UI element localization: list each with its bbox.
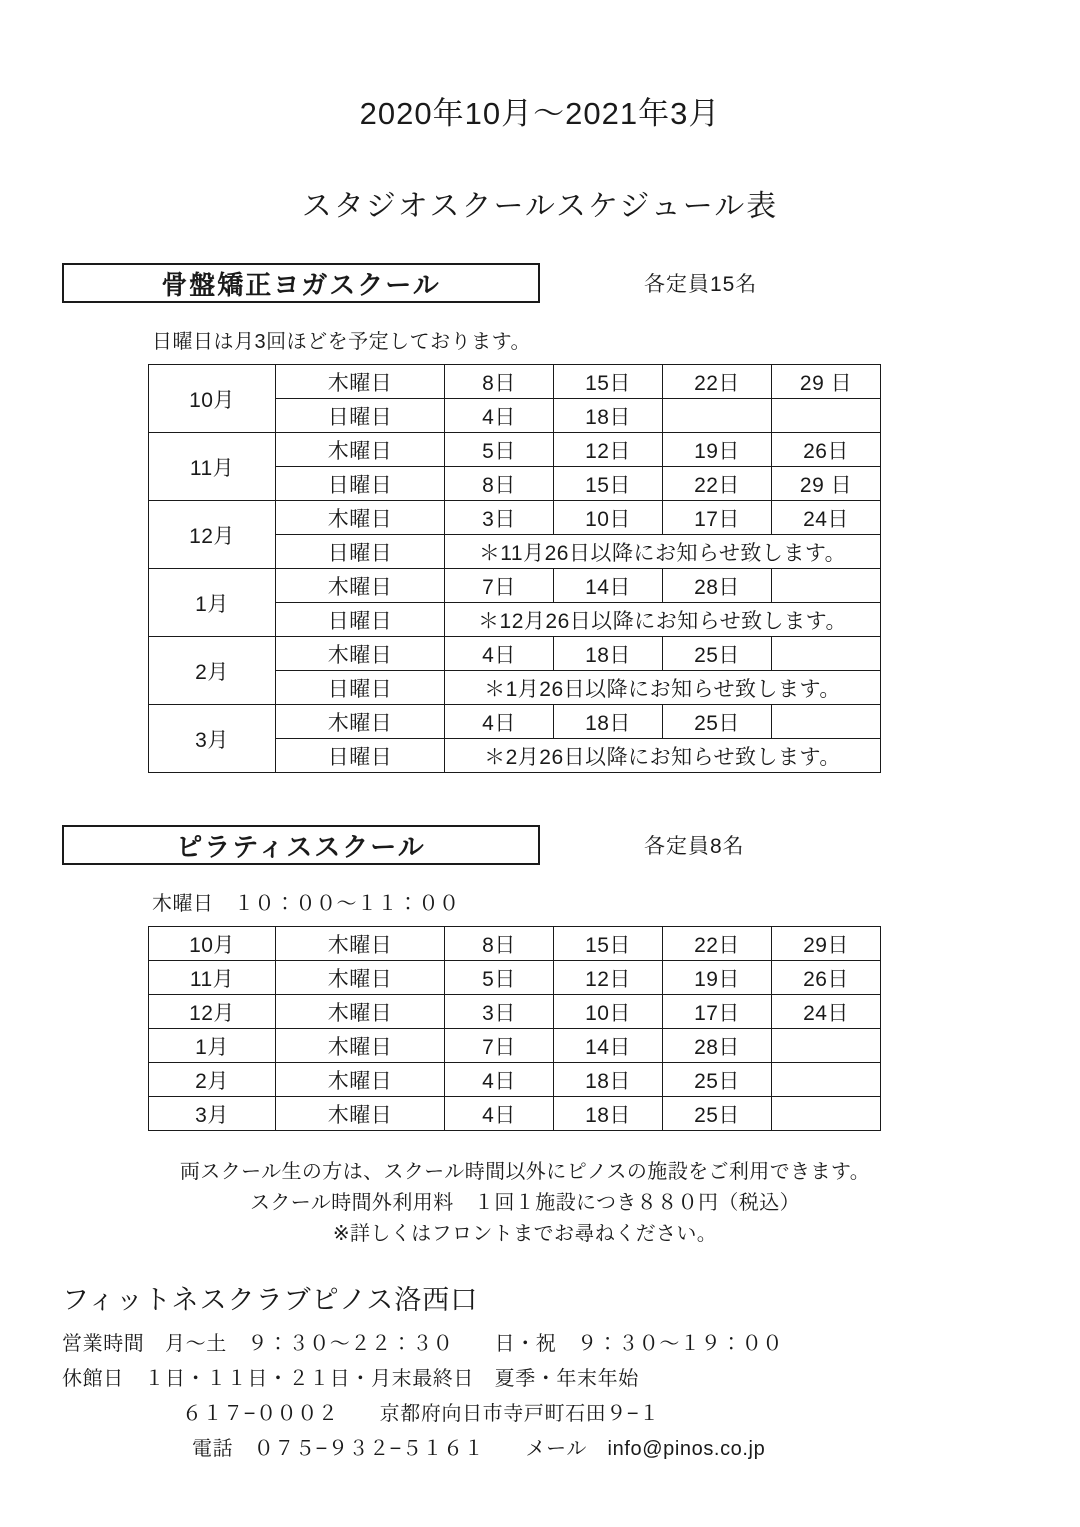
month-cell: 12月 [149, 995, 276, 1029]
usage-note-line: 両スクール生の方は、スクール時間以外にピノスの施設をご利用できます。 [179, 1161, 871, 1183]
weekday-cell: 木曜日 [276, 995, 445, 1029]
date-cell [772, 569, 881, 603]
date-cell: 18日 [554, 1063, 663, 1097]
date-cell: 25日 [663, 1063, 772, 1097]
date-cell: 3日 [445, 501, 554, 535]
table-row [149, 637, 881, 671]
pilates-banner [62, 825, 540, 865]
weekday-cell: 日曜日 [276, 535, 445, 569]
date-cell [772, 1063, 881, 1097]
date-cell: 22日 [663, 927, 772, 961]
table-row [149, 1063, 881, 1097]
date-cell: 24日 [772, 995, 881, 1029]
usage-note-line: スクール時間外利用料 １回１施設につき８８０円（税込） [250, 1192, 800, 1214]
announcement-cell: ＊12月26日以降にお知らせ致します。 [445, 603, 881, 637]
date-cell [663, 399, 772, 433]
date-cell: 26日 [772, 961, 881, 995]
month-cell: 10月 [149, 927, 276, 961]
yoga-banner-label: 骨盤矯正ヨガスクール [161, 269, 441, 300]
date-cell [772, 399, 881, 433]
date-cell: 18日 [554, 637, 663, 671]
date-cell: 12日 [554, 433, 663, 467]
date-cell: 18日 [554, 705, 663, 739]
date-cell: 10日 [554, 995, 663, 1029]
date-cell: 3日 [445, 995, 554, 1029]
date-cell [772, 1029, 881, 1063]
month-cell: 3月 [149, 705, 276, 773]
table-row [149, 995, 881, 1029]
date-cell: 22日 [663, 467, 772, 501]
pilates-capacity: 各定員8名 [644, 835, 745, 858]
month-cell: 1月 [149, 1029, 276, 1063]
date-cell: 17日 [663, 501, 772, 535]
month-cell: 2月 [149, 1063, 276, 1097]
business-hours: 営業時間 月〜土 ９：３０〜２２：３０ 日・祝 ９：３０〜１９：００ [62, 1333, 783, 1355]
month-cell: 2月 [149, 637, 276, 705]
weekday-cell: 木曜日 [276, 927, 445, 961]
yoga-capacity: 各定員15名 [644, 273, 758, 296]
month-cell: 10月 [149, 365, 276, 433]
usage-notes [0, 1157, 1080, 1250]
table-row [149, 927, 881, 961]
date-cell: 29日 [772, 927, 881, 961]
month-cell: 3月 [149, 1097, 276, 1131]
date-cell: 24日 [772, 501, 881, 535]
date-cell: 28日 [663, 569, 772, 603]
pilates-banner-label: ピラティススクール [176, 831, 426, 862]
weekday-cell: 日曜日 [276, 671, 445, 705]
date-cell: 4日 [445, 399, 554, 433]
date-cell: 7日 [445, 569, 554, 603]
date-cell: 4日 [445, 705, 554, 739]
yoga-section-header [0, 263, 1080, 303]
usage-note-line: ※詳しくはフロントまでお尋ねください。 [332, 1223, 718, 1245]
date-cell: 10日 [554, 501, 663, 535]
date-cell: 14日 [554, 569, 663, 603]
date-cell: 19日 [663, 433, 772, 467]
weekday-cell: 日曜日 [276, 739, 445, 773]
closed-days: 休館日 １日・１１日・２１日・月末最終日 夏季・年末年始 [62, 1368, 639, 1390]
yoga-banner [62, 263, 540, 303]
month-cell: 12月 [149, 501, 276, 569]
pilates-time: 木曜日 １０：００〜１１：００ [152, 893, 460, 915]
date-cell: 7日 [445, 1029, 554, 1063]
weekday-cell: 日曜日 [276, 399, 445, 433]
table-row [149, 501, 881, 535]
month-cell: 11月 [149, 961, 276, 995]
club-contact: 電話 ０７５−９３２−５１６１ メール info@pinos.co.jp [192, 1438, 766, 1460]
date-cell: 18日 [554, 1097, 663, 1131]
date-cell: 28日 [663, 1029, 772, 1063]
announcement-cell: ＊11月26日以降にお知らせ致します。 [445, 535, 881, 569]
date-cell: 18日 [554, 399, 663, 433]
yoga-schedule-table [148, 364, 881, 773]
date-cell: 29 日 [772, 365, 881, 399]
date-cell: 12日 [554, 961, 663, 995]
date-cell: 14日 [554, 1029, 663, 1063]
date-cell: 15日 [554, 365, 663, 399]
date-cell: 29 日 [772, 467, 881, 501]
date-cell: 15日 [554, 467, 663, 501]
yoga-note: 日曜日は月3回ほどを予定しております。 [152, 331, 532, 353]
date-cell: 26日 [772, 433, 881, 467]
table-row [149, 569, 881, 603]
date-cell: 22日 [663, 365, 772, 399]
table-row [149, 1097, 881, 1131]
pilates-section-header [0, 825, 1080, 865]
month-cell: 1月 [149, 569, 276, 637]
announcement-cell: ＊2月26日以降にお知らせ致します。 [445, 739, 881, 773]
date-cell: 4日 [445, 1063, 554, 1097]
weekday-cell: 木曜日 [276, 1029, 445, 1063]
date-cell [772, 705, 881, 739]
date-cell: 5日 [445, 433, 554, 467]
document-period: 2020年10月〜2021年3月 [359, 96, 721, 131]
weekday-cell: 木曜日 [276, 501, 445, 535]
weekday-cell: 木曜日 [276, 569, 445, 603]
weekday-cell: 日曜日 [276, 603, 445, 637]
page-title: スタジオスクールスケジュール表 [301, 190, 779, 223]
date-cell: 25日 [663, 1097, 772, 1131]
date-cell [772, 637, 881, 671]
weekday-cell: 木曜日 [276, 365, 445, 399]
weekday-cell: 木曜日 [276, 1097, 445, 1131]
date-cell: 8日 [445, 365, 554, 399]
date-cell: 25日 [663, 705, 772, 739]
table-row [149, 433, 881, 467]
date-cell: 8日 [445, 467, 554, 501]
weekday-cell: 木曜日 [276, 433, 445, 467]
date-cell: 25日 [663, 637, 772, 671]
month-cell: 11月 [149, 433, 276, 501]
date-cell [772, 1097, 881, 1131]
table-row [149, 1029, 881, 1063]
announcement-cell: ＊1月26日以降にお知らせ致します。 [445, 671, 881, 705]
date-cell: 15日 [554, 927, 663, 961]
date-cell: 8日 [445, 927, 554, 961]
pilates-schedule-table [148, 926, 881, 1131]
weekday-cell: 木曜日 [276, 1063, 445, 1097]
weekday-cell: 木曜日 [276, 705, 445, 739]
date-cell: 19日 [663, 961, 772, 995]
table-row [149, 705, 881, 739]
weekday-cell: 日曜日 [276, 467, 445, 501]
date-cell: 4日 [445, 1097, 554, 1131]
club-address: ６１７−０００２ 京都府向日市寺戸町石田９−１ [182, 1403, 660, 1425]
date-cell: 5日 [445, 961, 554, 995]
date-cell: 17日 [663, 995, 772, 1029]
table-row [149, 961, 881, 995]
weekday-cell: 木曜日 [276, 637, 445, 671]
date-cell: 4日 [445, 637, 554, 671]
club-info [0, 1327, 1080, 1467]
club-name: フィットネスクラブピノス洛西口 [62, 1285, 479, 1315]
weekday-cell: 木曜日 [276, 961, 445, 995]
table-row [149, 365, 881, 399]
